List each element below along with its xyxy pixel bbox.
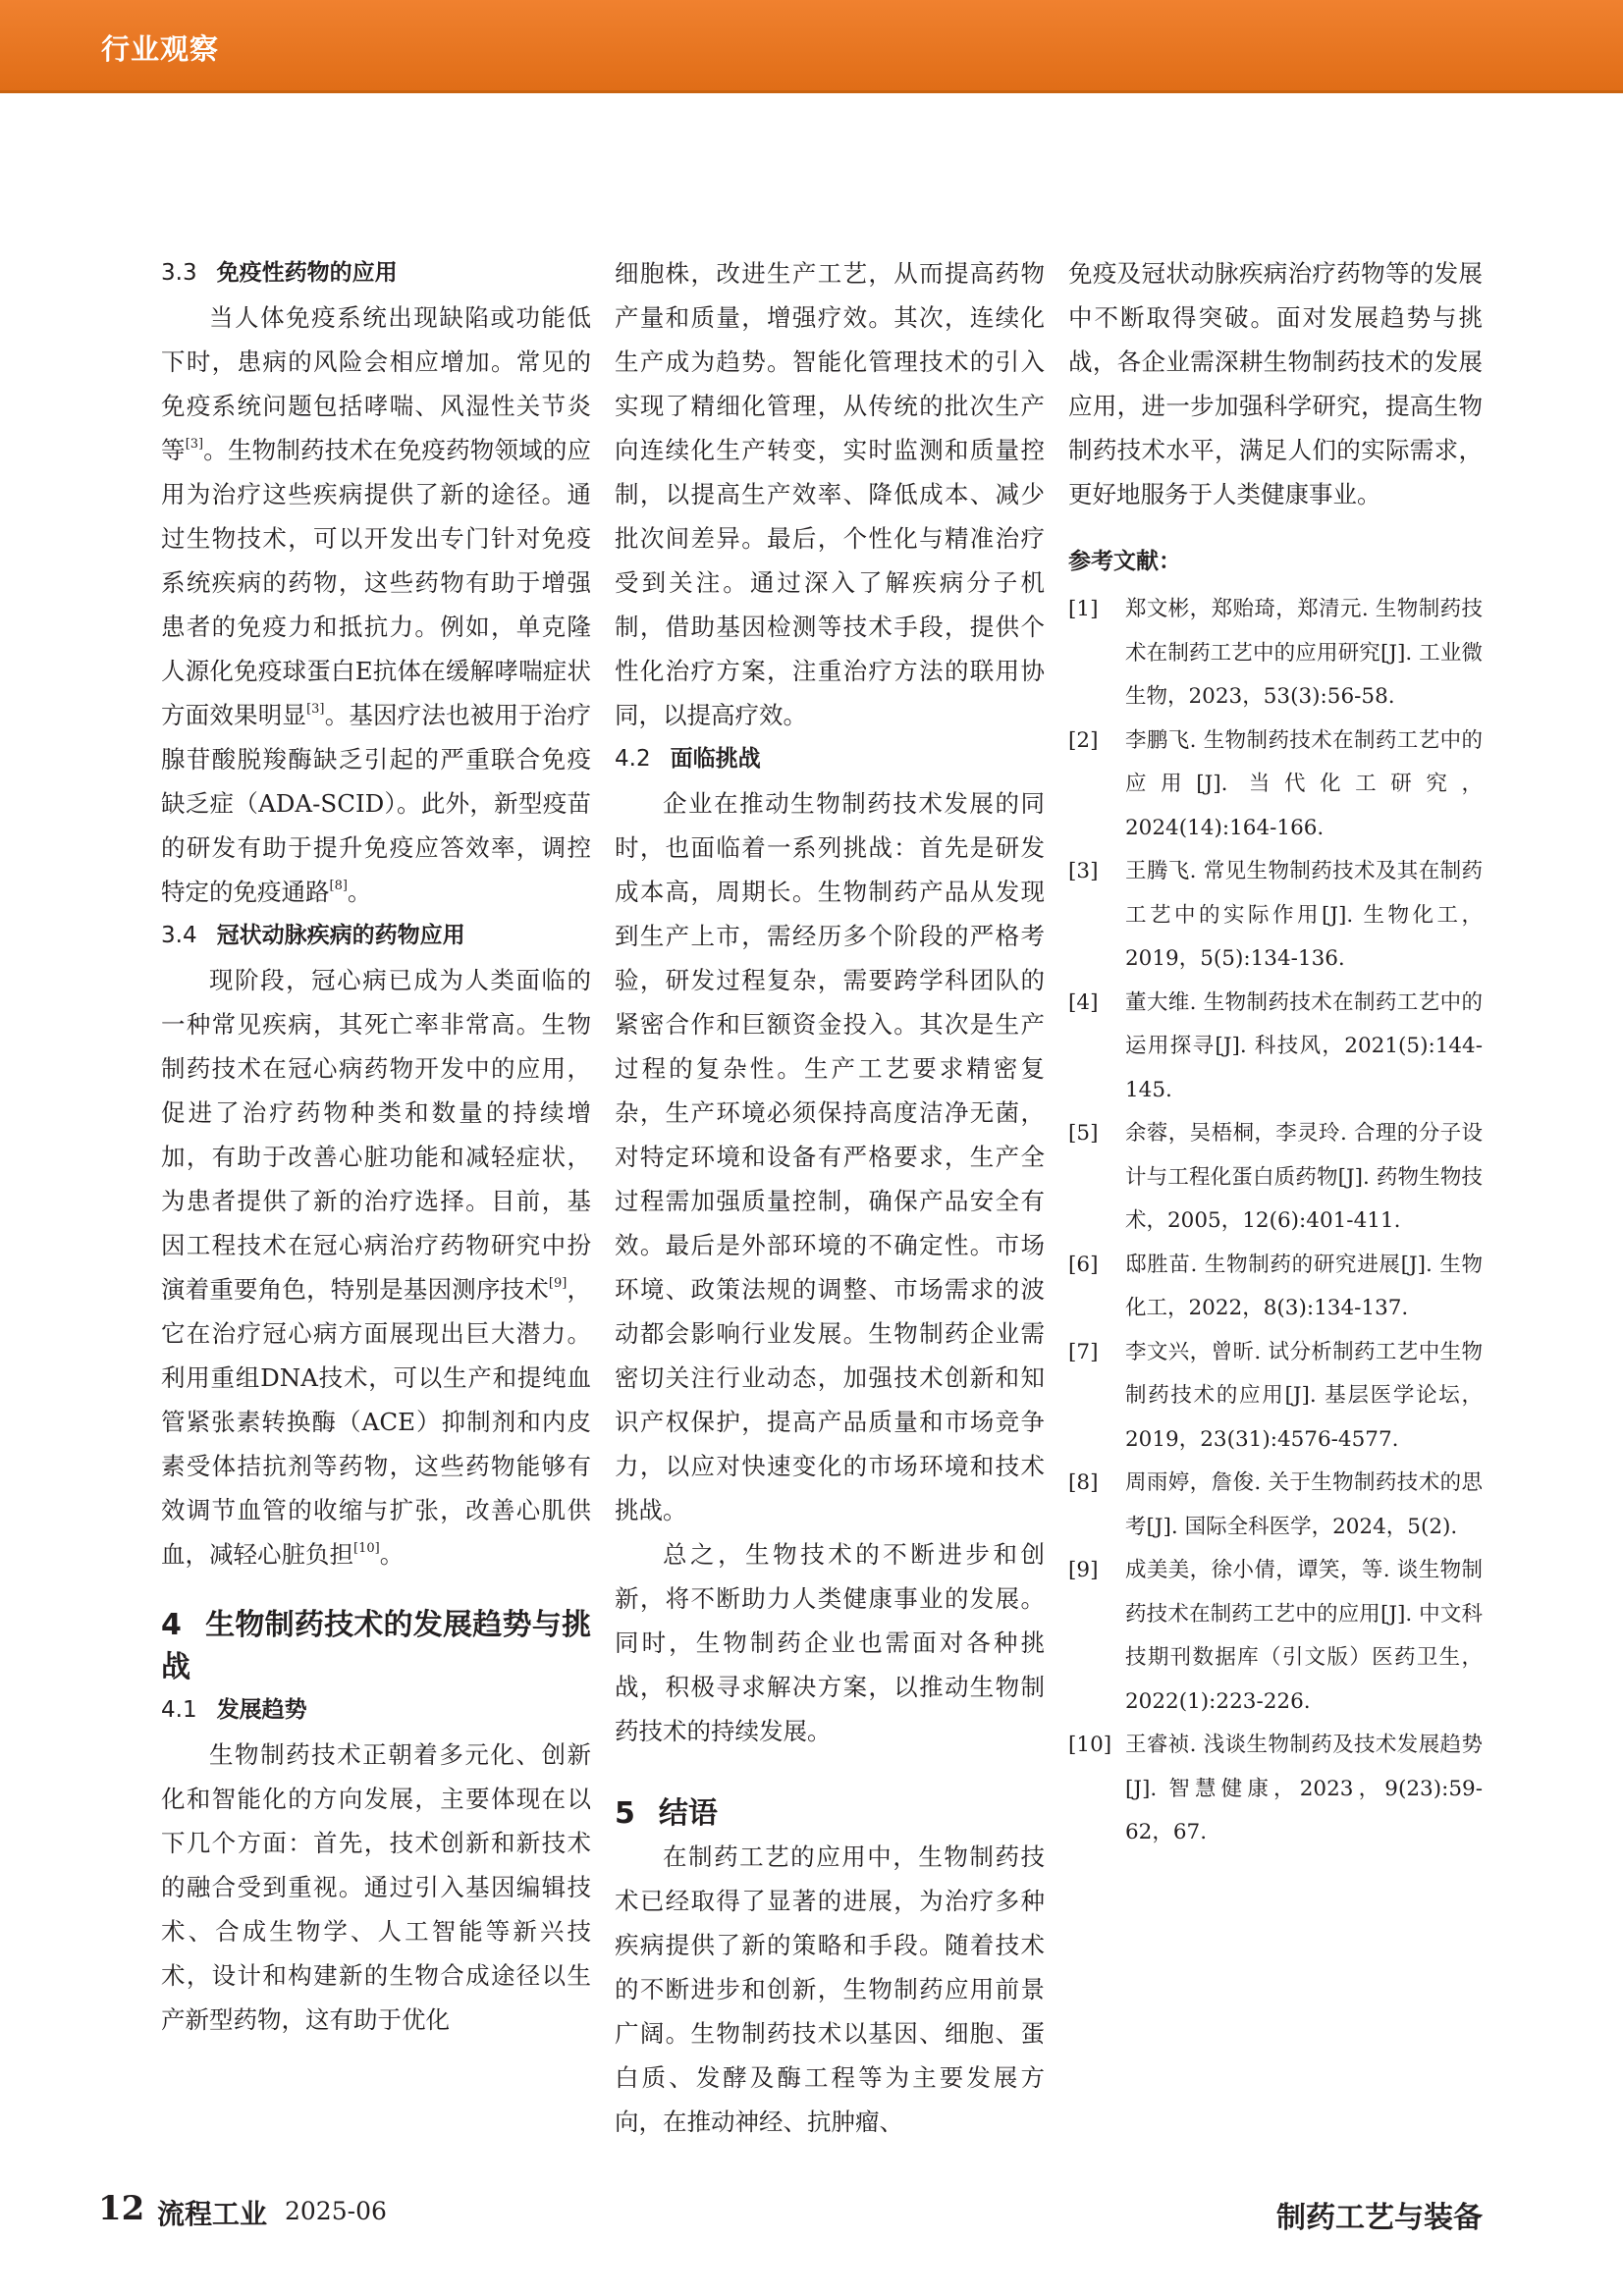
reference-number: [7]: [1068, 1339, 1099, 1364]
paragraph-continued: 细胞株，改进生产工艺，从而提高药物产量和质量，增强疗效。其次，连续化生产成为趋势。智能化管理技术的引入实现了精细化管理，从传统的批次生产向连续化生产转变，实时监测和质量控制，以提高生产效率、降低成本、减少批次间差异。最后，个性化与精准治疗受到关注。通过深入了解疾病分子机制，借助基因检测等技术手段，提供个性化治疗方案，注重治疗方法的联用协同，以提高疗效。: [615, 259, 1045, 729]
section-name: 制药工艺与装备: [1276, 2201, 1483, 2235]
citation-ref: [3]: [306, 702, 325, 717]
section-heading: 5 结语: [615, 1796, 718, 1831]
reference-item: [1068, 1331, 1483, 1463]
reference-text: 王腾飞. 常见生物制药技术及其在制药工艺中的实际作用[J]. 生物化工，2019，5(5):134-136.: [1125, 859, 1483, 971]
section-heading: 4 生物制药技术的发展趋势与挑战: [161, 1608, 591, 1684]
reference-number: [9]: [1068, 1558, 1099, 1582]
column-middle: [615, 251, 1045, 2144]
subsection-heading: 4.2 面临挑战: [615, 746, 761, 772]
footer: [0, 2189, 1623, 2248]
reference-list: [1068, 588, 1483, 1855]
journal-name: 流程工业: [157, 2198, 268, 2230]
column-right: [1068, 251, 1483, 1855]
reference-number: [4]: [1068, 989, 1099, 1015]
citation-ref: [3]: [185, 437, 204, 452]
reference-text: 周雨婷，詹俊. 关于生物制药技术的思考[J]. 国际全科医学，2024，5(2).: [1125, 1470, 1483, 1539]
paragraph: 企业在推动生物制药技术发展的同时，也面临着一系列挑战：首先是研发成本高，周期长。生物制药产品从发现到生产上市，需经历多个阶段的严格考验，研发过程复杂，需要跨学科团队的紧密合作和巨额资金投入。其次是生产过程的复杂性。生产工艺要求精密复杂，生产环境必须保持高度洁净无菌，对特定环境和设备有严格要求，生产全过程需加强质量控制，确保产品安全有效。最后是外部环境的不确定性。市场环境、政策法规的调整、市场需求的波动都会影响行业发展。生物制药企业需密切关注行业动态，加强技术创新和知识产权保护，提高产品质量和市场竞争力，以应对快速变化的市场环境和技术挑战。: [615, 789, 1045, 1524]
reference-number: [8]: [1068, 1470, 1099, 1495]
reference-number: [10]: [1068, 1733, 1112, 1757]
reference-number: [1]: [1068, 597, 1099, 621]
paragraph: 总之，生物技术的不断进步和创新，将不断助力人类健康事业的发展。同时，生物制药企业也需面对各种挑战，积极寻求解决方案，以推动生物制药技术的持续发展。: [615, 1540, 1045, 1745]
column-left: [161, 251, 591, 2042]
references-heading: 参考文献：: [1068, 549, 1181, 574]
reference-text: 郑文彬，郑贻琦，郑清元. 生物制药技术在制药工艺中的应用研究[J]. 工业微生物，2023，53(3):56-58.: [1125, 597, 1483, 709]
paragraph-continued: 免疫及冠状动脉疾病治疗药物等的发展中不断取得突破。面对发展趋势与挑战，各企业需深耕生物制药技术的发展应用，进一步加强科学研究，提高生物制药技术水平，满足人们的实际需求，更好地服务于人类健康事业。: [1068, 259, 1483, 508]
reference-number: [3]: [1068, 859, 1099, 883]
subsection-heading: 3.3 免疫性药物的应用: [161, 260, 398, 286]
paragraph: 现阶段，冠心病已成为人类面临的一种常见疾病，其死亡率非常高。生物制药技术在冠心病药物开发中的应用，促进了治疗药物种类和数量的持续增加，有助于改善心脏功能和减轻症状，为患者提供了新的治疗选择。目前，基因工程技术在冠心病治疗药物研究中扮演着重要角色，特别是基因测序技术[9]，它在治疗冠心病方面展现出巨大潜力。利用重组DNA技术，可以生产和提纯血管紧张素转换酶（ACE）抑制剂和内皮素受体拮抗剂等药物，这些药物能够有效调节血管的收缩与扩张，改善心肌供血，减轻心脏负担[10]。: [161, 966, 592, 1569]
reference-number: [6]: [1068, 1252, 1099, 1277]
citation-ref: [10]: [353, 1541, 380, 1556]
citation-ref: [8]: [329, 879, 348, 893]
page-number: 12: [98, 2189, 145, 2228]
paragraph: 在制药工艺的应用中，生物制药技术已经取得了显著的进展，为治疗多种疾病提供了新的策略和手段。随着技术的不断进步和创新，生物制药应用前景广阔。生物制药技术以基因、细胞、蛋白质、发酵及酶工程等为主要发展方向，在推动神经、抗肿瘤、: [615, 1842, 1045, 2136]
issue-date: 2025-06: [285, 2197, 387, 2225]
reference-text: 王睿祯. 浅谈生物制药及技术发展趋势[J]. 智慧健康，2023，9(23):59-62，67.: [1125, 1733, 1483, 1844]
reference-item: [1068, 1549, 1483, 1724]
reference-text: 成美美，徐小倩，谭笑，等. 谈生物制药技术在制药工艺中的应用[J]. 中文科技期刊数据库（引文版）医药卫生，2022(1):223-226.: [1125, 1558, 1483, 1714]
reference-item: [1068, 1462, 1483, 1549]
reference-text: 李鹏飞. 生物制药技术在制药工艺中的应用[J]. 当代化工研究，2024(14):164-166.: [1125, 727, 1483, 840]
reference-number: [2]: [1068, 727, 1099, 753]
reference-text: 邸胜苗. 生物制药的研究进展[J]. 生物化工，2022，8(3):134-137.: [1125, 1252, 1483, 1320]
header-bar: [0, 0, 1623, 93]
reference-item: [1068, 720, 1483, 851]
reference-item: [1068, 1112, 1483, 1244]
subsection-heading: 4.1 发展趋势: [161, 1697, 307, 1723]
reference-text: 余蓉，吴梧桐，李灵玲. 合理的分子设计与工程化蛋白质药物[J]. 药物生物技术，2005，12(6):401-411.: [1125, 1121, 1483, 1233]
reference-number: [5]: [1068, 1121, 1099, 1146]
reference-text: 董大维. 生物制药技术在制药工艺中的运用探寻[J]. 科技风，2021(5):144-145.: [1125, 989, 1483, 1102]
section-category: 行业观察: [101, 32, 220, 66]
reference-item: [1068, 1724, 1483, 1855]
subsection-heading: 3.4 冠状动脉疾病的药物应用: [161, 923, 465, 948]
reference-item: [1068, 588, 1483, 720]
paragraph: 当人体免疫系统出现缺陷或功能低下时，患病的风险会相应增加。常见的免疫系统问题包括哮喘、风湿性关节炎等[3]。生物制药技术在免疫药物领域的应用为治疗这些疾病提供了新的途径。通过生物技术，可以开发出专门针对免疫系统疾病的药物，这些药物有助于增强患者的免疫力和抵抗力。例如，单克隆人源化免疫球蛋白E抗体在缓解哮喘症状方面效果明显[3]。基因疗法也被用于治疗腺苷酸脱羧酶缺乏引起的严重联合免疫缺乏症（ADA-SCID）。此外，新型疫苗的研发有助于提升免疫应答效率，调控特定的免疫通路[8]。: [161, 303, 592, 906]
reference-item: [1068, 850, 1483, 982]
citation-ref: [9]: [548, 1276, 568, 1291]
reference-item: [1068, 982, 1483, 1113]
paragraph: 生物制药技术正朝着多元化、创新化和智能化的方向发展，主要体现在以下几个方面：首先，技术创新和新技术的融合受到重视。通过引入基因编辑技术、合成生物学、人工智能等新兴技术，设计和构建新的生物合成途径以生产新型药物，这有助于优化: [161, 1740, 591, 2034]
reference-text: 李文兴，曾昕. 试分析制药工艺中生物制药技术的应用[J]. 基层医学论坛，2019，23(31):4576-4577.: [1125, 1339, 1483, 1452]
reference-item: [1068, 1244, 1483, 1331]
